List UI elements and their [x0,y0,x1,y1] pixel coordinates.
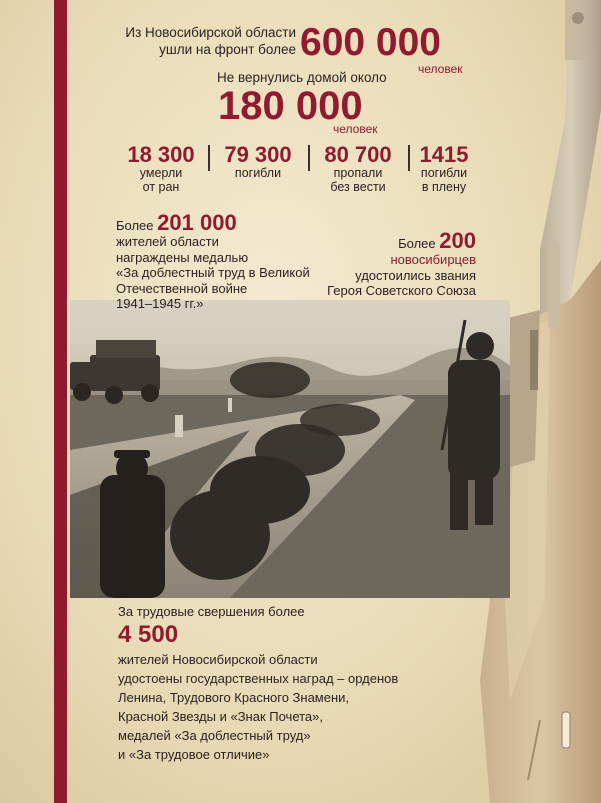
breakdown-divider [208,145,210,171]
breakdown-item-died-in-captivity [412,144,476,194]
medal-line: «За доблестный труд в Великой [116,265,310,280]
breakdown-item-missing [312,144,404,194]
not-returned-number: 180 000 [218,84,363,128]
medal-line: жителей области [116,234,219,249]
labor-line: жителей Новосибирской области [118,652,318,667]
war-photo [70,300,510,598]
breakdown-label: в плену [421,180,467,194]
breakdown-label: умерли [139,166,183,180]
front-text [116,24,296,58]
heroes-headline [300,230,476,252]
front-text-line1: Из Новосибирской области [125,25,296,40]
labor-line: удостоены государственных наград – орденов [118,671,399,686]
front-unit: человек [418,62,463,76]
breakdown-item-died-of-wounds [116,144,206,194]
heroes-number: 200 [439,228,476,253]
labor-line: Красной Звезды и «Знак Почета», [118,709,323,724]
breakdown-divider [408,145,410,171]
front-text-line2: ушли на фронт более [159,42,296,57]
labor-line: Ленина, Трудового Красного Знамени, [118,690,350,705]
breakdown-label: от ран [142,180,180,194]
breakdown-item-killed [212,144,304,180]
medal-line: Отечественной войне [116,280,248,296]
labor-line: медалей «За доблестный труд» [118,728,311,743]
medal-prefix: Более [116,218,154,233]
heroes-block [300,230,476,299]
breakdown-number: 1415 [419,142,469,167]
not-returned-text: Не вернулись домой около [217,70,387,85]
heroes-line: Героя Советского Союза [327,283,476,298]
heroes-line: удостоились звания [355,267,476,283]
breakdown-label: погибли [234,166,282,180]
breakdown-number: 18 300 [127,142,195,167]
breakdown-label: без вести [330,180,386,194]
breakdown-divider [308,145,310,171]
breakdown-number: 80 700 [324,142,392,167]
medal-line: награждены медалью [116,249,249,265]
labor-line: и «За трудовое отличие» [118,747,270,762]
heroes-prefix: Более [398,236,436,251]
medal-number: 201 000 [157,210,237,235]
vertical-accent-stripe [54,0,67,803]
not-returned-unit: человек [333,122,378,136]
breakdown-label: погибли [420,166,468,180]
labor-number: 4 500 [118,621,179,648]
front-number: 600 000 [300,21,441,64]
breakdown-label: пропали [333,166,383,180]
labor-block [118,602,478,764]
breakdown-number: 79 300 [224,142,292,167]
labor-intro: За трудовые свершения более [118,604,305,619]
medal-line: 1941–1945 гг.» [116,296,204,311]
heroes-subject: новосибирцев [390,252,476,267]
